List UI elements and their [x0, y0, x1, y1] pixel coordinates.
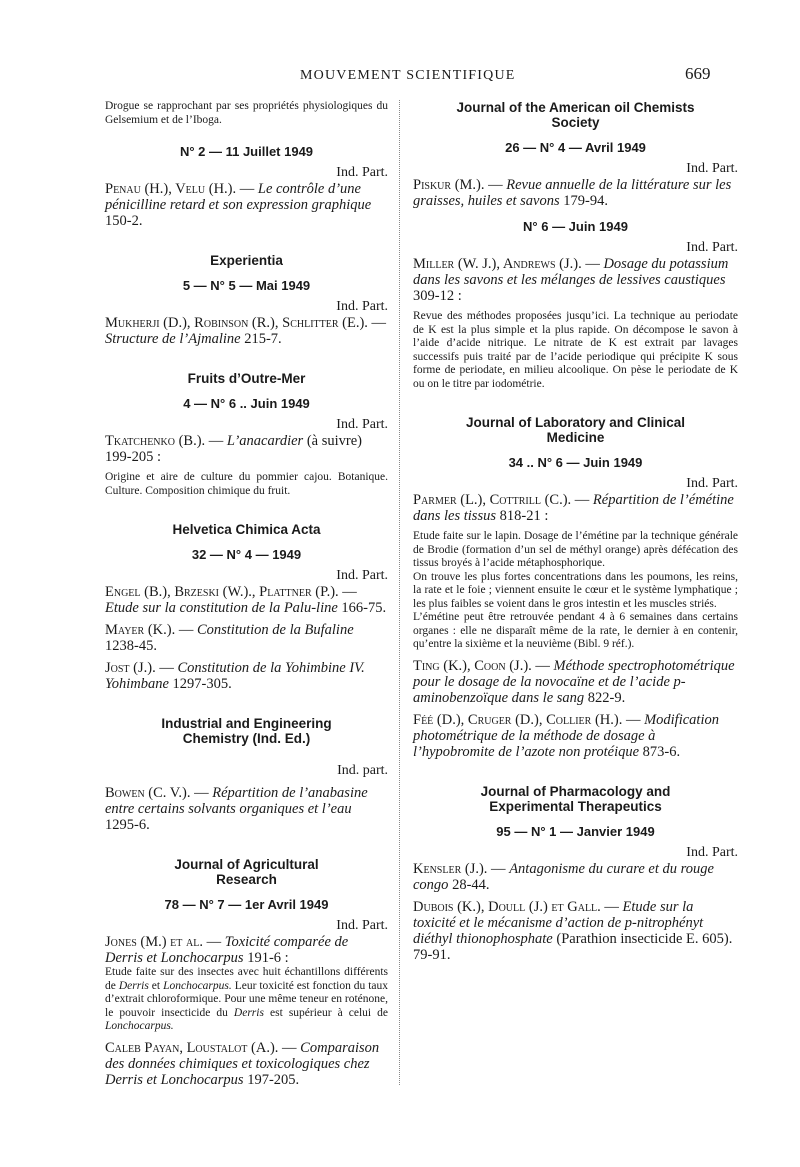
ind-part: Ind. Part. — [336, 918, 388, 933]
entry — [105, 181, 388, 229]
entry-title: Répartition de l’émétine dans les tissus — [413, 492, 734, 524]
entry — [105, 785, 388, 833]
journal-title: Fruits d’Outre-Mer — [187, 371, 306, 386]
column-divider — [399, 100, 400, 1085]
ind-part: Ind. Part. — [686, 844, 738, 860]
journal-title-line2: Medicine — [546, 430, 605, 445]
entry-pages: 818-21 : — [499, 508, 549, 524]
ind-part: Ind. Part. — [686, 161, 738, 176]
journal-title-line2: Society — [551, 115, 600, 130]
entry — [413, 899, 738, 963]
entry-pages: 309-12 : — [413, 288, 462, 304]
entry-authors: Miller (W. J.), Andrews (J.). — — [413, 256, 600, 272]
entry-pages: 1297-305. — [172, 676, 232, 692]
entry-pages: 1238-45. — [105, 638, 157, 654]
entry-authors: Engel (B.), Brzeski (W.)., Plattner (P.). — — [105, 584, 357, 600]
entry — [413, 658, 738, 706]
ind-part: Ind. Part. — [336, 568, 388, 583]
entry-title: Toxicité comparée de Derris et Lonchocarpus — [105, 934, 349, 966]
issue-heading: 95 — N° 1 — Janvier 1949 — [496, 823, 655, 839]
abstract-genus: Derris — [233, 1006, 264, 1019]
entry — [105, 584, 388, 616]
issue-heading: N° 2 — 11 Juillet 1949 — [179, 144, 314, 159]
entry-title: Constitution de la Bufaline — [196, 622, 354, 638]
entry — [105, 315, 388, 347]
page-number: 669 — [685, 64, 711, 83]
entry — [413, 712, 738, 760]
entry-title: Modification photométrique de la méthode de dosage à l’hypobromite de l’azote non protéique — [413, 711, 719, 760]
ind-part: Ind. part. — [337, 763, 388, 778]
entry-abstract: L’émétine peut être retrouvée pendant 4 à 6 semaines dans certains organes : elle ne disparaît même de la rate, le dernier à en contenir, qu’entre la sixième et la neuvième (Bibl. 9 réf.). — [413, 611, 738, 650]
journal-title-line2: Research — [216, 872, 277, 887]
entry-authors: Jost (J.). — — [105, 660, 174, 676]
issue-heading: 32 — N° 4 — 1949 — [191, 547, 302, 562]
entry-authors: Caleb Payan, Loustalot (A.). — — [105, 1039, 297, 1056]
entry-authors: Tkatchenko (B.). — — [105, 433, 224, 449]
ind-part: Ind. Part. — [336, 165, 388, 180]
entry-title: Comparaison des données chimiques et toxicologiques chez Derris et Lonchocarpus — [105, 1039, 380, 1088]
entry-pages: 166-75. — [341, 600, 387, 616]
journal-title: Experientia — [210, 253, 283, 268]
entry-authors: Mukherji (D.), Robinson (R.), Schlitter (E.). — — [105, 315, 387, 331]
entry — [105, 433, 388, 465]
entry — [413, 256, 738, 304]
entry-abstract — [105, 966, 388, 1034]
running-header — [0, 64, 800, 88]
issue-heading: 26 — N° 4 — Avril 1949 — [505, 140, 646, 155]
journal-title: Journal of Pharmacology and — [480, 783, 671, 799]
issue-heading: 5 — N° 5 — Mai 1949 — [182, 278, 311, 293]
entry-pages: 873-6. — [642, 743, 681, 760]
entry-authors: Ting (K.), Coon (J.). — — [413, 657, 550, 674]
entry-pages: 822-9. — [587, 689, 626, 706]
journal-title-line2: Chemistry (Ind. Ed.) — [182, 731, 311, 746]
abstract-text: et — [151, 979, 161, 992]
abstract-text: Leur toxicité est fonction du taux d’extrait chloroformique. Pour une même teneur en roténone, le pouvoir insecticide du — [105, 979, 389, 1019]
abstract-genus: Lonchocarpus. — [105, 1020, 174, 1032]
journal-title: Journal of Agricultural — [174, 857, 319, 872]
ind-part: Ind. Part. — [336, 417, 388, 432]
intro-text: Drogue se rapprochant par ses propriétés physiologiques du Gelsemium et de l’Iboga. — [105, 100, 388, 126]
entry-pages: 28-44. — [452, 876, 490, 893]
entry-pages: 197-205. — [247, 1071, 300, 1088]
entry-title: Structure de l’Ajmaline — [105, 331, 241, 347]
abstract-genus: Lonchocarpus. — [163, 979, 232, 992]
entry-authors: Mayer (K.). — — [105, 622, 194, 638]
left-column — [105, 100, 388, 1088]
entry-authors: Jones (M.) et al. — — [105, 934, 222, 950]
journal-title-line2: Experimental Therapeutics — [489, 798, 662, 814]
issue-heading: 34 .. N° 6 — Juin 1949 — [508, 455, 643, 470]
issue-heading: 78 — N° 7 — 1er Avril 1949 — [164, 897, 329, 912]
entry-authors: Kensler (J.). — — [413, 860, 506, 877]
entry-pages: 215-7. — [244, 331, 282, 347]
entry-title: Etude sur la toxicité et le mécanisme d’action de p-nitrophényt diéthyl thionophosphate — [413, 898, 704, 947]
entry — [105, 660, 388, 692]
entry — [105, 934, 388, 966]
entry-title: Méthode spectrophotométrique pour le dosage de la novocaïne et de l’acide p-aminobenzoïque dans le sang — [413, 657, 735, 706]
entry-title: Constitution de la Yohimbine IV. Yohimbane — [105, 660, 365, 692]
entry-abstract: Origine et aire de culture du pommier cajou. Botanique. Culture. Composition chimique du fruit. — [105, 471, 388, 497]
entry-title: L’anacardier — [226, 433, 304, 449]
entry-abstract: Revue des méthodes proposées jusqu’ici. La technique au periodate de K est la plus simple et la plus rapide. On décompose le savon à l’aide d’acide nitrique. Le nitrate de K est extrait par lavages successifs puis traité par de l’acide periodique qui précipite K sous forme de periodate, en milieu alcoolique. On pèse le periodate de K ou on le titre par iodométrie. — [413, 310, 738, 390]
entry-authors: Parmer (L.), Cottrill (C.). — — [413, 492, 590, 508]
entry-title: Antagonisme du curare et du rouge congo — [413, 860, 714, 893]
entry-pages: 150-2. — [105, 213, 143, 229]
entry-authors: Féé (D.), Cruger (D.), Collier (H.). — — [413, 711, 641, 728]
entry-authors: Dubois (K.), Doull (J.) et Gall. — — [413, 898, 619, 915]
entry-authors: Penau (H.), Velu (H.). — — [105, 181, 255, 197]
entry-pages: 179-94. — [563, 193, 608, 209]
journal-title: Journal of the American oil Chemists — [456, 100, 695, 115]
entry — [413, 177, 738, 209]
issue-heading: N° 6 — Juin 1949 — [523, 219, 628, 234]
entry — [105, 1040, 388, 1088]
journal-title: Journal of Laboratory and Clinical — [465, 415, 686, 430]
abstract-genus: Derris — [118, 979, 149, 992]
issue-heading: 4 — N° 6 .. Juin 1949 — [183, 396, 310, 411]
entry-abstract: Etude faite sur le lapin. Dosage de l’émétine par la technique générale de Brodie (formation d’un sel de méthyl orange) après défécation des tissus broyés à l’acide métaphosphorique. — [413, 530, 738, 569]
entry-abstract: On trouve les plus fortes concentrations dans les poumons, les reins, la rate et le foie ; viennent ensuite le cœur et le système lymphatique ; les plus faibles se voient dans le gros intestin et les muscles striés. — [413, 570, 738, 610]
entry — [105, 622, 388, 654]
right-column — [413, 100, 738, 963]
journal-title: Industrial and Engineering — [161, 716, 332, 731]
entry-pages: (à suivre) 199-205 : — [105, 433, 362, 465]
entry-authors: Piskur (M.). — — [413, 177, 503, 193]
entry-title: Répartition de l’anabasine entre certains solvants organiques et l’eau — [105, 785, 368, 817]
entry-pages: 1295-6. — [105, 817, 150, 833]
entry — [413, 492, 738, 524]
running-title: MOUVEMENT SCIENTIFIQUE — [300, 68, 516, 83]
abstract-text: est supérieur à celui de — [270, 1006, 389, 1019]
ind-part: Ind. Part. — [336, 299, 388, 314]
entry-pages: (Parathion insecticide E. 605). 79-91. — [413, 930, 733, 963]
entry — [413, 861, 738, 893]
entry-authors: Bowen (C. V.). — — [105, 785, 209, 801]
entry-title: Revue annuelle de la littérature sur les graisses, huiles et savons — [413, 177, 732, 209]
entry-pages: 191-6 : — [247, 950, 289, 966]
journal-title: Helvetica Chimica Acta — [172, 522, 321, 537]
abstract-text: Etude faite sur des insectes avec huit échantillons différents de — [105, 966, 388, 992]
entry-title: Dosage du potassium dans les savons et les mélanges de lessives caustiques — [413, 256, 729, 288]
ind-part: Ind. Part. — [686, 240, 738, 255]
ind-part: Ind. Part. — [686, 476, 738, 491]
entry-title: Etude sur la constitution de la Palu-line — [105, 600, 338, 616]
entry-title: Le contrôle d’une pénicilline retard et son expression graphique — [105, 181, 372, 213]
